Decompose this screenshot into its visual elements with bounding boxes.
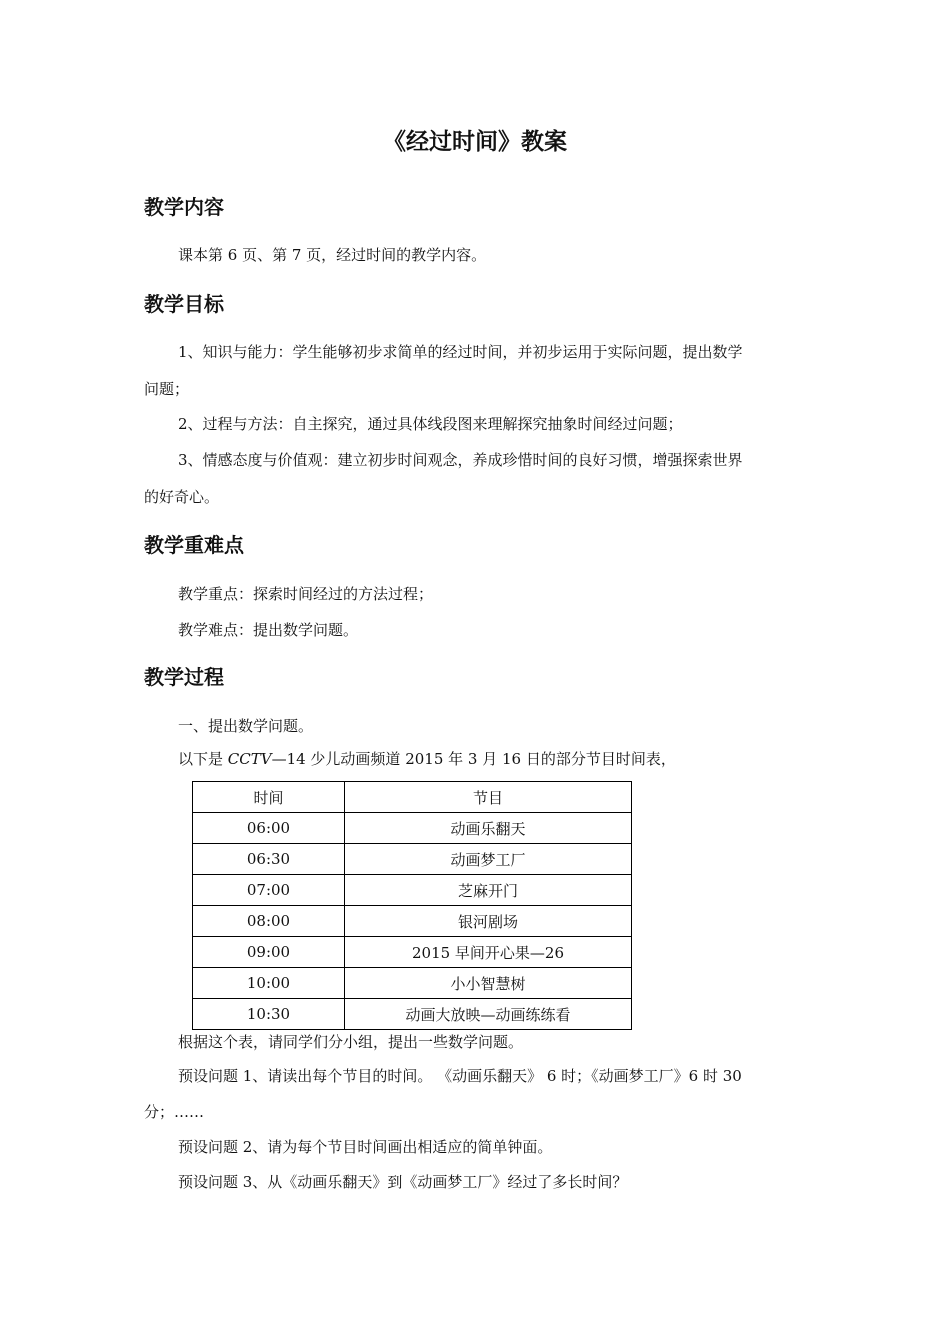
goal-3-line-2: 的好奇心。 [144,488,220,506]
cell-program: 2015 早间开心果—26 [345,937,632,968]
heading-teaching-process: 教学过程 [144,665,224,689]
heading-teaching-content: 教学内容 [144,195,224,219]
cell-program: 小小智慧树 [345,968,632,999]
table-row [193,937,632,968]
heading-teaching-goals: 教学目标 [144,292,224,316]
preset-question-1-line-2: 分；…… [144,1103,205,1121]
process-step-1: 一、提出数学问题。 [178,717,314,735]
table-header-row [193,782,632,813]
after-table-text: 根据这个表，请同学们分小组，提出一些数学问题。 [178,1033,524,1051]
table-row [193,906,632,937]
table-row [193,875,632,906]
intro-channel: CCTV [227,750,272,768]
preset-question-3: 预设问题 3、从《动画乐翻天》到《动画梦工厂》经过了多长时间？ [178,1173,628,1191]
program-schedule-table [192,781,632,1030]
header-time: 时间 [193,782,345,813]
goal-2: 2、过程与方法：自主探究，通过具体线段图来理解探究抽象时间经过问题； [178,415,683,433]
cell-time: 06:30 [193,844,345,875]
table-row [193,999,632,1030]
goal-1-line-1: 1、知识与能力：学生能够初步求简单的经过时间，并初步运用于实际问题，提出数学 [178,343,743,361]
cell-time: 06:00 [193,813,345,844]
preset-question-2: 预设问题 2、请为每个节目时间画出相适应的简单钟面。 [178,1138,553,1156]
content-text: 课本第 6 页、第 7 页，经过时间的教学内容。 [178,246,487,264]
header-program: 节目 [345,782,632,813]
cell-program: 动画大放映—动画练练看 [345,999,632,1030]
cell-time: 10:00 [193,968,345,999]
document-title: 《经过时间》教案 [383,129,567,155]
cell-program: 动画乐翻天 [345,813,632,844]
table-row [193,844,632,875]
intro-prefix: 以下是 [178,750,228,768]
teaching-focus: 教学重点：探索时间经过的方法过程； [178,585,434,603]
schedule-intro [178,748,676,770]
heading-key-points: 教学重难点 [144,533,244,557]
table-row [193,968,632,999]
cell-time: 10:30 [193,999,345,1030]
cell-time: 08:00 [193,906,345,937]
cell-time: 07:00 [193,875,345,906]
cell-time: 09:00 [193,937,345,968]
goal-1-line-2: 问题； [144,380,190,398]
preset-question-1-line-1: 预设问题 1、请读出每个节目的时间。 《动画乐翻天》 6 时；《动画梦工厂》6 时 30 [178,1067,742,1085]
teaching-difficulty: 教学难点：提出数学问题。 [178,621,359,639]
cell-program: 动画梦工厂 [345,844,632,875]
table-row [193,813,632,844]
cell-program: 银河剧场 [345,906,632,937]
cell-program: 芝麻开门 [345,875,632,906]
intro-suffix: —14 少儿动画频道 2015 年 3 月 16 日的部分节目时间表， [271,750,676,768]
goal-3-line-1: 3、情感态度与价值观：建立初步时间观念，养成珍惜时间的良好习惯，增强探索世界 [178,451,743,469]
